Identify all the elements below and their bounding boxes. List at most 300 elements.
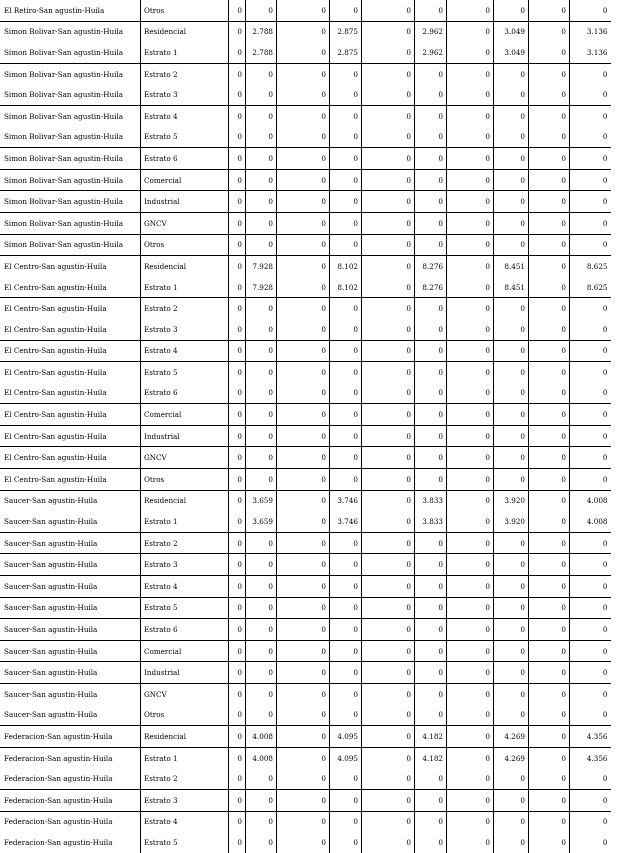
value-cell: 0 xyxy=(277,212,330,234)
value-cell: 0 xyxy=(362,319,415,340)
value-cell: 3.049 xyxy=(494,42,529,63)
value-cell: 0 xyxy=(494,319,529,340)
value-cell: 0 xyxy=(362,768,415,789)
location-cell: Federacion-San agustin-Huila xyxy=(0,811,141,832)
value-cell: 0 xyxy=(246,84,277,105)
value-cell: 0 xyxy=(362,277,415,298)
value-cell: 0 xyxy=(494,127,529,148)
value-cell: 0 xyxy=(447,0,494,21)
value-cell: 0 xyxy=(246,319,277,340)
value-cell: 0 xyxy=(602,388,608,398)
value-cell: 0 xyxy=(229,705,246,726)
value-cell: 0 xyxy=(277,832,330,853)
location-cell: El Centro-San agustin-Huila xyxy=(0,298,141,319)
value-cell: 0 xyxy=(330,597,362,619)
value-cell: 4.269 xyxy=(494,747,529,768)
value-cell: 0 xyxy=(229,747,246,768)
value-cell: 0 xyxy=(246,554,277,576)
category-cell: Estrato 3 xyxy=(141,789,229,811)
table-row xyxy=(0,832,611,853)
value-cell: 0 xyxy=(330,619,362,641)
value-cell: 0 xyxy=(447,811,494,832)
value-cell: 0 xyxy=(447,21,494,42)
value-cell: 0 xyxy=(246,811,277,832)
value-cell: 0 xyxy=(229,127,246,148)
value-cell: 0 xyxy=(415,0,447,21)
value-cell: 0 xyxy=(494,84,529,105)
value-cell: 0 xyxy=(330,298,362,319)
value-cell: 0 xyxy=(529,576,570,598)
category-cell: Residencial xyxy=(141,256,229,277)
value-cell: 0 xyxy=(330,832,362,853)
value-cell: 0 xyxy=(529,768,570,789)
value-cell: 2.788 xyxy=(246,21,277,42)
value-cell: 0 xyxy=(415,127,447,148)
value-cell: 0 xyxy=(529,127,570,148)
value-cell: 0 xyxy=(529,404,570,426)
value-cell: 0 xyxy=(246,576,277,598)
value-cell: 0 xyxy=(415,362,447,383)
value-cell: 0 xyxy=(570,532,611,554)
value-cell: 0 xyxy=(447,298,494,319)
value-cell: 0 xyxy=(330,169,362,191)
value-cell: 0 xyxy=(362,383,415,404)
value-cell: 0 xyxy=(330,234,362,256)
value-cell: 0 xyxy=(362,105,415,126)
category-cell: Estrato 6 xyxy=(141,619,229,641)
value-cell: 0 xyxy=(362,0,415,21)
value-cell: 0 xyxy=(277,811,330,832)
value-cell: 0 xyxy=(277,105,330,126)
value-cell: 0 xyxy=(415,469,447,491)
value-cell: 0 xyxy=(330,554,362,576)
value-cell: 4.356 xyxy=(570,726,611,748)
table-row xyxy=(0,532,611,554)
value-cell: 0 xyxy=(529,532,570,554)
category-cell: Estrato 1 xyxy=(141,42,229,63)
table-row xyxy=(0,726,611,748)
table-row xyxy=(0,490,611,511)
value-cell: 0 xyxy=(570,662,611,684)
value-cell: 0 xyxy=(570,597,611,619)
value-cell: 0 xyxy=(246,234,277,256)
value-cell: 0 xyxy=(494,212,529,234)
value-cell: 0 xyxy=(570,298,611,319)
value-cell: 0 xyxy=(529,425,570,447)
value-cell: 0 xyxy=(494,148,529,170)
value-cell: 0 xyxy=(362,63,415,84)
value-cell: 4.008 xyxy=(246,747,277,768)
value-cell: 0 xyxy=(277,789,330,811)
value-cell: 8.625 xyxy=(586,282,608,292)
location-cell: Saucer-San agustin-Huila xyxy=(0,532,141,554)
value-cell: 0 xyxy=(277,747,330,768)
value-cell: 8.102 xyxy=(330,256,362,277)
value-cell: 4.182 xyxy=(415,747,447,768)
value-cell: 8.276 xyxy=(415,277,447,298)
value-cell: 0 xyxy=(447,256,494,277)
value-cell: 0 xyxy=(447,747,494,768)
value-cell: 0 xyxy=(277,298,330,319)
location-cell: Saucer-San agustin-Huila xyxy=(0,490,141,511)
value-cell: 0 xyxy=(229,0,246,21)
value-cell: 0 xyxy=(229,63,246,84)
value-cell: 0 xyxy=(415,597,447,619)
value-cell: 0 xyxy=(246,662,277,684)
location-cell: Saucer-San agustin-Huila xyxy=(0,705,141,726)
value-cell: 0 xyxy=(229,532,246,554)
value-cell: 0 xyxy=(494,469,529,491)
value-cell: 0 xyxy=(246,640,277,662)
value-cell: 0 xyxy=(362,684,415,705)
table-row xyxy=(0,425,611,447)
value-cell: 0 xyxy=(415,169,447,191)
value-cell: 0 xyxy=(570,105,611,126)
value-cell: 0 xyxy=(447,789,494,811)
value-cell: 0 xyxy=(229,105,246,126)
value-cell: 0 xyxy=(570,362,611,383)
value-cell: 7.928 xyxy=(246,277,277,298)
value-cell: 0 xyxy=(362,212,415,234)
location-cell: Saucer-San agustin-Huila xyxy=(0,511,141,532)
value-cell: 0 xyxy=(494,576,529,598)
value-cell: 0 xyxy=(362,705,415,726)
value-cell: 0 xyxy=(529,148,570,170)
value-cell: 2.962 xyxy=(415,21,447,42)
value-cell: 0 xyxy=(415,447,447,469)
category-cell: GNCV xyxy=(141,447,229,469)
location-cell: Federacion-San agustin-Huila xyxy=(0,789,141,811)
value-cell: 0 xyxy=(447,191,494,213)
table-row xyxy=(0,256,611,277)
value-cell: 0 xyxy=(277,21,330,42)
category-cell: Industrial xyxy=(141,425,229,447)
category-cell: Estrato 5 xyxy=(141,832,229,853)
value-cell: 0 xyxy=(529,42,570,63)
value-cell: 0 xyxy=(246,532,277,554)
value-cell: 0 xyxy=(447,340,494,362)
value-cell: 0 xyxy=(229,811,246,832)
location-cell: Simon Bolivar-San agustin-Huila xyxy=(0,212,141,234)
value-cell: 0 xyxy=(362,490,415,511)
value-cell: 0 xyxy=(330,84,362,105)
value-cell: 0 xyxy=(246,832,277,853)
table-row xyxy=(0,277,611,298)
value-cell: 0 xyxy=(277,169,330,191)
location-cell: El Centro-San agustin-Huila xyxy=(0,319,141,340)
value-cell: 0 xyxy=(246,212,277,234)
value-cell: 0 xyxy=(277,234,330,256)
value-cell: 0 xyxy=(494,169,529,191)
value-cell: 0 xyxy=(246,425,277,447)
location-cell: Simon Bolivar-San agustin-Huila xyxy=(0,127,141,148)
value-cell: 0 xyxy=(362,532,415,554)
value-cell: 0 xyxy=(447,63,494,84)
value-cell: 0 xyxy=(277,425,330,447)
table-row xyxy=(0,619,611,641)
value-cell: 3.136 xyxy=(586,47,608,57)
value-cell: 0 xyxy=(415,576,447,598)
value-cell: 0 xyxy=(529,84,570,105)
value-cell: 0 xyxy=(362,127,415,148)
value-cell: 0 xyxy=(447,234,494,256)
value-cell: 0 xyxy=(529,63,570,84)
value-cell: 0 xyxy=(229,383,246,404)
table-row xyxy=(0,789,611,811)
value-cell: 0 xyxy=(229,511,246,532)
value-cell: 0 xyxy=(570,63,611,84)
value-cell: 0 xyxy=(570,447,611,469)
value-cell: 0 xyxy=(570,148,611,170)
value-cell: 0 xyxy=(602,837,608,847)
table-row xyxy=(0,191,611,213)
value-cell: 0 xyxy=(277,148,330,170)
location-cell: El Centro-San agustin-Huila xyxy=(0,256,141,277)
value-cell: 0 xyxy=(570,169,611,191)
value-cell: 8.451 xyxy=(494,256,529,277)
value-cell: 0 xyxy=(415,832,447,853)
value-cell: 0 xyxy=(570,554,611,576)
table-row xyxy=(0,105,611,126)
value-cell: 0 xyxy=(277,0,330,21)
value-cell: 0 xyxy=(529,169,570,191)
value-cell: 0 xyxy=(529,319,570,340)
table-row xyxy=(0,554,611,576)
value-cell: 0 xyxy=(415,105,447,126)
value-cell: 0 xyxy=(447,277,494,298)
value-cell: 0 xyxy=(362,42,415,63)
category-cell: Estrato 5 xyxy=(141,362,229,383)
value-cell: 2.875 xyxy=(330,42,362,63)
value-cell: 0 xyxy=(229,148,246,170)
value-cell: 0 xyxy=(330,191,362,213)
value-cell: 0 xyxy=(494,705,529,726)
table-row xyxy=(0,662,611,684)
value-cell: 0 xyxy=(277,597,330,619)
value-cell: 0 xyxy=(229,212,246,234)
table-row xyxy=(0,705,611,726)
value-cell: 0 xyxy=(277,554,330,576)
value-cell: 0 xyxy=(362,726,415,748)
table-row xyxy=(0,148,611,170)
value-cell: 3.659 xyxy=(246,511,277,532)
value-cell: 0 xyxy=(330,0,362,21)
value-cell: 0 xyxy=(277,768,330,789)
value-cell: 0 xyxy=(602,774,608,784)
category-cell: Estrato 2 xyxy=(141,298,229,319)
category-cell: Estrato 2 xyxy=(141,768,229,789)
value-cell: 0 xyxy=(494,234,529,256)
location-cell: El Centro-San agustin-Huila xyxy=(0,469,141,491)
location-cell: Simon Bolivar-San agustin-Huila xyxy=(0,191,141,213)
value-cell: 0 xyxy=(246,447,277,469)
value-cell: 0 xyxy=(229,277,246,298)
value-cell: 0 xyxy=(246,148,277,170)
value-cell: 0 xyxy=(229,597,246,619)
value-cell: 0 xyxy=(415,404,447,426)
value-cell: 0 xyxy=(229,576,246,598)
value-cell: 0 xyxy=(362,425,415,447)
value-cell: 0 xyxy=(277,469,330,491)
table-row xyxy=(0,127,611,148)
value-cell: 0 xyxy=(277,84,330,105)
value-cell: 0 xyxy=(330,789,362,811)
value-cell: 0 xyxy=(229,362,246,383)
value-cell: 0 xyxy=(246,63,277,84)
value-cell: 0 xyxy=(415,148,447,170)
value-cell: 0 xyxy=(330,63,362,84)
category-cell: Estrato 2 xyxy=(141,63,229,84)
value-cell: 0 xyxy=(246,191,277,213)
value-cell: 0 xyxy=(447,684,494,705)
value-cell: 0 xyxy=(246,362,277,383)
value-cell: 0 xyxy=(330,148,362,170)
value-cell: 0 xyxy=(415,234,447,256)
value-cell: 0 xyxy=(447,84,494,105)
value-cell: 0 xyxy=(277,511,330,532)
location-cell: Saucer-San agustin-Huila xyxy=(0,597,141,619)
value-cell: 0 xyxy=(229,256,246,277)
value-cell: 0 xyxy=(447,212,494,234)
table-row xyxy=(0,597,611,619)
value-cell: 0 xyxy=(415,340,447,362)
category-cell: Estrato 3 xyxy=(141,554,229,576)
value-cell: 0 xyxy=(570,576,611,598)
value-cell: 0 xyxy=(570,212,611,234)
value-cell: 0 xyxy=(277,256,330,277)
value-cell: 0 xyxy=(415,619,447,641)
value-cell: 0 xyxy=(277,127,330,148)
category-cell: Estrato 4 xyxy=(141,576,229,598)
value-cell: 0 xyxy=(494,404,529,426)
value-cell: 0 xyxy=(330,105,362,126)
location-cell: El Centro-San agustin-Huila xyxy=(0,362,141,383)
location-cell: Federacion-San agustin-Huila xyxy=(0,726,141,748)
value-cell: 0 xyxy=(229,42,246,63)
value-cell: 0 xyxy=(362,298,415,319)
value-cell: 0 xyxy=(229,234,246,256)
category-cell: Estrato 4 xyxy=(141,811,229,832)
location-cell: Simon Bolivar-San agustin-Huila xyxy=(0,21,141,42)
value-cell: 0 xyxy=(277,447,330,469)
value-cell: 8.276 xyxy=(415,256,447,277)
value-cell: 0 xyxy=(330,362,362,383)
value-cell: 0 xyxy=(494,532,529,554)
value-cell: 0 xyxy=(246,705,277,726)
value-cell: 0 xyxy=(277,662,330,684)
value-cell: 4.008 xyxy=(246,726,277,748)
value-cell: 0 xyxy=(415,63,447,84)
value-cell: 0 xyxy=(494,425,529,447)
value-cell: 0 xyxy=(277,705,330,726)
value-cell: 0 xyxy=(362,619,415,641)
category-cell: Residencial xyxy=(141,726,229,748)
value-cell: 0 xyxy=(529,362,570,383)
value-cell: 0 xyxy=(246,469,277,491)
value-cell: 0 xyxy=(529,554,570,576)
value-cell: 3.833 xyxy=(415,490,447,511)
category-cell: Estrato 4 xyxy=(141,105,229,126)
category-cell: Comercial xyxy=(141,640,229,662)
value-cell: 0 xyxy=(277,340,330,362)
value-cell: 0 xyxy=(246,619,277,641)
value-cell: 0 xyxy=(362,640,415,662)
value-cell: 0 xyxy=(229,789,246,811)
table-row xyxy=(0,811,611,832)
category-cell: Otros xyxy=(141,0,229,21)
category-cell: Estrato 6 xyxy=(141,383,229,404)
value-cell: 0 xyxy=(447,362,494,383)
location-cell: Saucer-San agustin-Huila xyxy=(0,640,141,662)
value-cell: 2.875 xyxy=(330,21,362,42)
category-cell: Industrial xyxy=(141,191,229,213)
value-cell: 0 xyxy=(277,640,330,662)
value-cell: 0 xyxy=(494,768,529,789)
location-cell: Federacion-San agustin-Huila xyxy=(0,832,141,853)
value-cell: 0 xyxy=(330,640,362,662)
value-cell: 0 xyxy=(229,469,246,491)
value-cell: 0 xyxy=(447,127,494,148)
value-cell: 0 xyxy=(362,191,415,213)
value-cell: 0 xyxy=(570,469,611,491)
value-cell: 0 xyxy=(494,811,529,832)
value-cell: 8.102 xyxy=(330,277,362,298)
value-cell: 0 xyxy=(246,298,277,319)
value-cell: 7.928 xyxy=(246,256,277,277)
value-cell: 0 xyxy=(602,324,608,334)
value-cell: 0 xyxy=(447,425,494,447)
location-cell: Simon Bolivar-San agustin-Huila xyxy=(0,63,141,84)
value-cell: 0 xyxy=(529,511,570,532)
value-cell: 0 xyxy=(529,383,570,404)
value-cell: 0 xyxy=(529,640,570,662)
value-cell: 0 xyxy=(447,447,494,469)
table-row xyxy=(0,404,611,426)
value-cell: 0 xyxy=(362,169,415,191)
table-row xyxy=(0,362,611,383)
value-cell: 0 xyxy=(570,425,611,447)
value-cell: 0 xyxy=(362,747,415,768)
value-cell: 4.356 xyxy=(570,747,611,768)
value-cell: 0 xyxy=(229,340,246,362)
value-cell: 0 xyxy=(529,619,570,641)
value-cell: 0 xyxy=(229,554,246,576)
category-cell: Residencial xyxy=(141,21,229,42)
value-cell: 3.920 xyxy=(494,490,529,511)
value-cell: 0 xyxy=(447,490,494,511)
value-cell: 0 xyxy=(330,404,362,426)
location-cell: Saucer-San agustin-Huila xyxy=(0,554,141,576)
value-cell: 0 xyxy=(330,768,362,789)
value-cell: 0 xyxy=(529,447,570,469)
value-cell: 0 xyxy=(602,90,608,100)
value-cell: 0 xyxy=(362,362,415,383)
value-cell: 0 xyxy=(529,105,570,126)
value-cell: 8.451 xyxy=(494,277,529,298)
value-cell: 0 xyxy=(277,619,330,641)
value-cell: 0 xyxy=(529,298,570,319)
value-cell: 0 xyxy=(229,298,246,319)
value-cell: 0 xyxy=(529,21,570,42)
value-cell: 0 xyxy=(229,768,246,789)
value-cell: 0 xyxy=(494,340,529,362)
location-cell: Federacion-San agustin-Huila xyxy=(0,747,141,768)
table-row xyxy=(0,447,611,469)
location-cell: El Centro-San agustin-Huila xyxy=(0,277,141,298)
value-cell: 0 xyxy=(330,127,362,148)
location-cell: Simon Bolivar-San agustin-Huila xyxy=(0,169,141,191)
value-cell: 0 xyxy=(529,277,570,298)
